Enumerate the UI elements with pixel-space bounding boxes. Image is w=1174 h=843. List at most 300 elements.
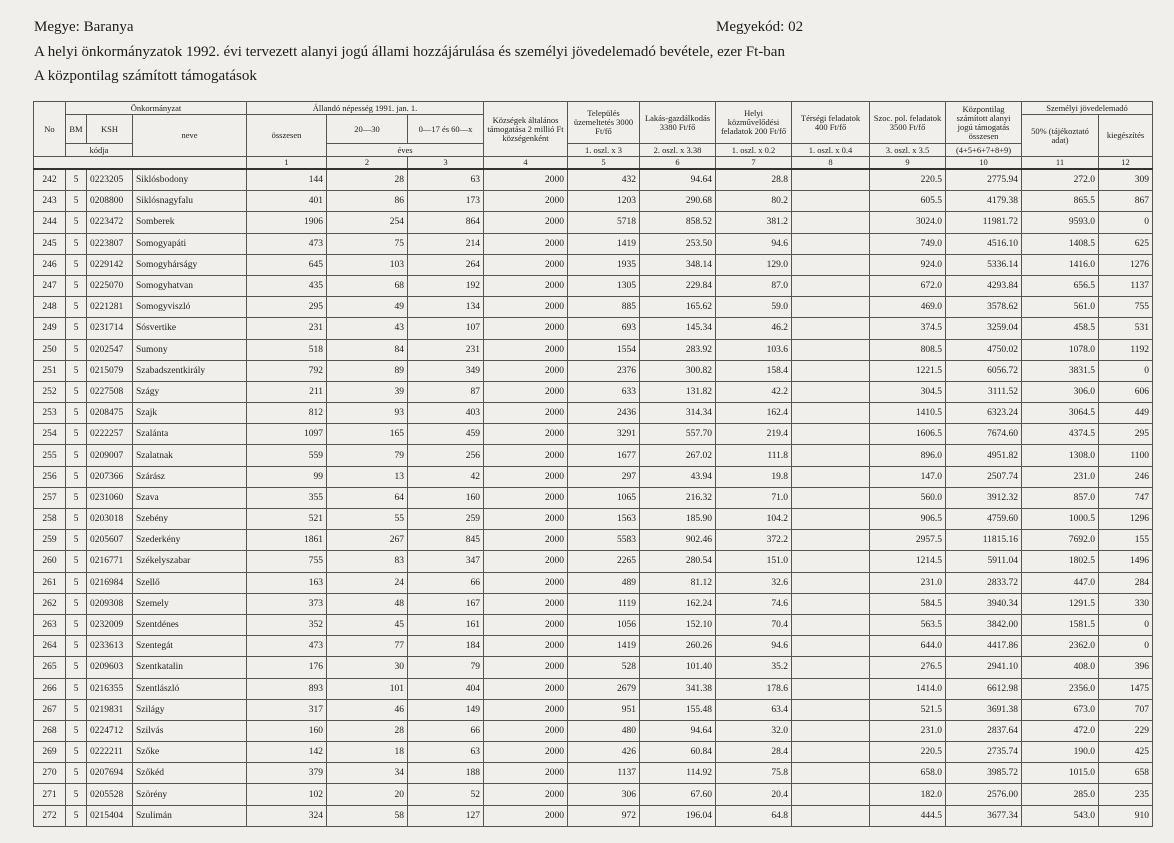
- cell-osszesen: 755: [247, 551, 327, 572]
- cell-col6: 253.50: [640, 233, 716, 254]
- cell-col4: 2000: [484, 593, 568, 614]
- cell-col12: 625: [1099, 233, 1153, 254]
- cell-col10: 6612.98: [946, 678, 1022, 699]
- cell-col11: 1416.0: [1022, 254, 1099, 275]
- table-row: [34, 381, 1153, 402]
- cell-col10: 3912.32: [946, 487, 1022, 508]
- cell-col12: 1276: [1099, 254, 1153, 275]
- table-row: [34, 212, 1153, 233]
- cell-bm: 5: [66, 487, 87, 508]
- cell-name: Szabadszentkirály: [133, 360, 247, 381]
- table-row: [34, 593, 1153, 614]
- cell-name: Somogyapáti: [133, 233, 247, 254]
- column-number: 3: [408, 157, 484, 170]
- cell-col12: 0: [1099, 614, 1153, 635]
- cell-col5: 426: [568, 742, 640, 763]
- cell-name: Szederkény: [133, 530, 247, 551]
- cell-age-20-30: 20: [327, 784, 408, 805]
- cell-osszesen: 373: [247, 593, 327, 614]
- cell-age-20-30: 43: [327, 318, 408, 339]
- cell-col4: 2000: [484, 424, 568, 445]
- cell-osszesen: 1861: [247, 530, 327, 551]
- cell-age-20-30: 39: [327, 381, 408, 402]
- cell-name: Szörény: [133, 784, 247, 805]
- cell-col4: 2000: [484, 169, 568, 191]
- cell-osszesen: 99: [247, 466, 327, 487]
- cell-col7: 94.6: [716, 636, 792, 657]
- table-row: [34, 720, 1153, 741]
- cell-osszesen: 521: [247, 509, 327, 530]
- cell-col4: 2000: [484, 445, 568, 466]
- cell-col9: 563.5: [870, 614, 946, 635]
- cell-col10: 3111.52: [946, 381, 1022, 402]
- col-szja-header: Személyi jövedelemadó: [1022, 102, 1153, 115]
- cell-osszesen: 231: [247, 318, 327, 339]
- cell-col12: 235: [1099, 784, 1153, 805]
- cell-col6: 557.70: [640, 424, 716, 445]
- cell-col12: 155: [1099, 530, 1153, 551]
- cell-col8: [792, 233, 870, 254]
- cell-ksh: 0215404: [87, 805, 133, 826]
- cell-col11: 656.5: [1022, 275, 1099, 296]
- cell-col7: 74.6: [716, 593, 792, 614]
- cell-col4: 2000: [484, 763, 568, 784]
- col-10-formula: (4+5+6+7+8+9): [946, 144, 1022, 157]
- cell-col4: 2000: [484, 720, 568, 741]
- cell-osszesen: 163: [247, 572, 327, 593]
- cell-col9: 147.0: [870, 466, 946, 487]
- county-label: Megye: Baranya: [34, 19, 134, 35]
- cell-col12: 330: [1099, 593, 1153, 614]
- cell-age-0-17: 66: [408, 720, 484, 741]
- cell-col9: 374.5: [870, 318, 946, 339]
- table-row: [34, 551, 1153, 572]
- cell-col6: 196.04: [640, 805, 716, 826]
- cell-col9: 749.0: [870, 233, 946, 254]
- cell-col7: 151.0: [716, 551, 792, 572]
- cell-col8: [792, 360, 870, 381]
- cell-col10: 2833.72: [946, 572, 1022, 593]
- cell-no: 255: [34, 445, 66, 466]
- cell-col10: 3985.72: [946, 763, 1022, 784]
- table-row: [34, 339, 1153, 360]
- cell-bm: 5: [66, 530, 87, 551]
- cell-osszesen: 435: [247, 275, 327, 296]
- cell-bm: 5: [66, 445, 87, 466]
- cell-col6: 94.64: [640, 720, 716, 741]
- cell-age-20-30: 93: [327, 403, 408, 424]
- cell-col11: 472.0: [1022, 720, 1099, 741]
- cell-no: 251: [34, 360, 66, 381]
- cell-col10: 4759.60: [946, 509, 1022, 530]
- cell-col6: 155.48: [640, 699, 716, 720]
- table-row: [34, 275, 1153, 296]
- table-row: [34, 466, 1153, 487]
- col-age-20-30-header: 20—30: [327, 115, 408, 144]
- cell-col6: 43.94: [640, 466, 716, 487]
- cell-ksh: 0233613: [87, 636, 133, 657]
- cell-name: Szentdénes: [133, 614, 247, 635]
- cell-col10: 3691.38: [946, 699, 1022, 720]
- cell-no: 259: [34, 530, 66, 551]
- col-no-header: No: [34, 102, 66, 157]
- cell-ksh: 0232009: [87, 614, 133, 635]
- cell-osszesen: 160: [247, 720, 327, 741]
- cell-col12: 449: [1099, 403, 1153, 424]
- table-row: [34, 169, 1153, 191]
- cell-col7: 32.6: [716, 572, 792, 593]
- table-row: [34, 763, 1153, 784]
- cell-col9: 906.5: [870, 509, 946, 530]
- cell-col9: 1410.5: [870, 403, 946, 424]
- table-row: [34, 530, 1153, 551]
- cell-bm: 5: [66, 593, 87, 614]
- cell-col8: [792, 191, 870, 212]
- cell-age-20-30: 84: [327, 339, 408, 360]
- cell-age-0-17: 214: [408, 233, 484, 254]
- cell-col6: 216.32: [640, 487, 716, 508]
- cell-col10: 3842.00: [946, 614, 1022, 635]
- cell-col5: 972: [568, 805, 640, 826]
- table-row: [34, 636, 1153, 657]
- col-eves-header: éves: [327, 144, 484, 157]
- cell-col5: 1935: [568, 254, 640, 275]
- cell-col4: 2000: [484, 212, 568, 233]
- cell-osszesen: 473: [247, 233, 327, 254]
- cell-age-20-30: 18: [327, 742, 408, 763]
- col-onkormanyzat-header: Önkormányzat: [66, 102, 247, 115]
- cell-osszesen: 142: [247, 742, 327, 763]
- cell-col12: 910: [1099, 805, 1153, 826]
- cell-age-20-30: 46: [327, 699, 408, 720]
- cell-col4: 2000: [484, 275, 568, 296]
- cell-bm: 5: [66, 254, 87, 275]
- cell-osszesen: 324: [247, 805, 327, 826]
- cell-ksh: 0222257: [87, 424, 133, 445]
- cell-col8: [792, 297, 870, 318]
- cell-col7: 129.0: [716, 254, 792, 275]
- cell-col10: 2837.64: [946, 720, 1022, 741]
- cell-col4: 2000: [484, 339, 568, 360]
- cell-ksh: 0216355: [87, 678, 133, 699]
- column-number: 4: [484, 157, 568, 170]
- cell-col4: 2000: [484, 614, 568, 635]
- cell-age-0-17: 161: [408, 614, 484, 635]
- cell-osszesen: 352: [247, 614, 327, 635]
- cell-ksh: 0222211: [87, 742, 133, 763]
- cell-col6: 300.82: [640, 360, 716, 381]
- column-number: 2: [327, 157, 408, 170]
- cell-col5: 951: [568, 699, 640, 720]
- cell-col7: 28.8: [716, 169, 792, 191]
- cell-col8: [792, 318, 870, 339]
- cell-col5: 2265: [568, 551, 640, 572]
- cell-age-20-30: 83: [327, 551, 408, 572]
- cell-col9: 1414.0: [870, 678, 946, 699]
- cell-col12: 295: [1099, 424, 1153, 445]
- cell-col11: 1802.5: [1022, 551, 1099, 572]
- cell-col5: 1065: [568, 487, 640, 508]
- cell-col5: 633: [568, 381, 640, 402]
- cell-bm: 5: [66, 403, 87, 424]
- cell-ksh: 0223205: [87, 169, 133, 191]
- document-subtitle: A központilag számított támogatások: [34, 68, 257, 84]
- cell-no: 264: [34, 636, 66, 657]
- cell-col6: 131.82: [640, 381, 716, 402]
- cell-no: 272: [34, 805, 66, 826]
- cell-col8: [792, 572, 870, 593]
- cell-col8: [792, 339, 870, 360]
- cell-ksh: 0209308: [87, 593, 133, 614]
- cell-bm: 5: [66, 572, 87, 593]
- cell-col12: 229: [1099, 720, 1153, 741]
- cell-col12: 309: [1099, 169, 1153, 191]
- cell-ksh: 0209603: [87, 657, 133, 678]
- cell-col9: 896.0: [870, 445, 946, 466]
- cell-name: Szőkéd: [133, 763, 247, 784]
- cell-age-20-30: 75: [327, 233, 408, 254]
- cell-col10: 5336.14: [946, 254, 1022, 275]
- cell-age-20-30: 13: [327, 466, 408, 487]
- col-9-formula: 3. oszl. x 3.5: [870, 144, 946, 157]
- cell-bm: 5: [66, 339, 87, 360]
- cell-age-0-17: 184: [408, 636, 484, 657]
- cell-no: 261: [34, 572, 66, 593]
- cell-col10: 11981.72: [946, 212, 1022, 233]
- cell-col5: 2376: [568, 360, 640, 381]
- cell-age-0-17: 404: [408, 678, 484, 699]
- cell-ksh: 0216771: [87, 551, 133, 572]
- cell-col8: [792, 699, 870, 720]
- cell-bm: 5: [66, 720, 87, 741]
- cell-col7: 94.6: [716, 233, 792, 254]
- cell-col7: 104.2: [716, 509, 792, 530]
- cell-age-20-30: 64: [327, 487, 408, 508]
- cell-osszesen: 812: [247, 403, 327, 424]
- cell-col9: 1214.5: [870, 551, 946, 572]
- cell-age-0-17: 79: [408, 657, 484, 678]
- cell-name: Szárász: [133, 466, 247, 487]
- cell-bm: 5: [66, 742, 87, 763]
- cell-col7: 103.6: [716, 339, 792, 360]
- cell-osszesen: 401: [247, 191, 327, 212]
- cell-col10: 3578.62: [946, 297, 1022, 318]
- cell-col8: [792, 551, 870, 572]
- cell-age-20-30: 254: [327, 212, 408, 233]
- cell-name: Somogyhárságy: [133, 254, 247, 275]
- cell-col11: 857.0: [1022, 487, 1099, 508]
- cell-col9: 672.0: [870, 275, 946, 296]
- cell-col5: 432: [568, 169, 640, 191]
- cell-age-20-30: 58: [327, 805, 408, 826]
- cell-col11: 458.5: [1022, 318, 1099, 339]
- cell-no: 262: [34, 593, 66, 614]
- cell-col12: 246: [1099, 466, 1153, 487]
- cell-no: 249: [34, 318, 66, 339]
- cell-col11: 543.0: [1022, 805, 1099, 826]
- data-table: [33, 101, 1153, 827]
- cell-col9: 584.5: [870, 593, 946, 614]
- cell-osszesen: 295: [247, 297, 327, 318]
- cell-ksh: 0208475: [87, 403, 133, 424]
- cell-col7: 178.6: [716, 678, 792, 699]
- cell-age-0-17: 845: [408, 530, 484, 551]
- cell-col7: 219.4: [716, 424, 792, 445]
- cell-bm: 5: [66, 381, 87, 402]
- cell-col5: 1563: [568, 509, 640, 530]
- cell-bm: 5: [66, 678, 87, 699]
- cell-col9: 304.5: [870, 381, 946, 402]
- cell-no: 250: [34, 339, 66, 360]
- cell-col6: 290.68: [640, 191, 716, 212]
- cell-col11: 1015.0: [1022, 763, 1099, 784]
- table-row: [34, 445, 1153, 466]
- table-row: [34, 784, 1153, 805]
- cell-col8: [792, 169, 870, 191]
- cell-age-20-30: 165: [327, 424, 408, 445]
- cell-col10: 4293.84: [946, 275, 1022, 296]
- cell-col12: 658: [1099, 763, 1153, 784]
- cell-col11: 408.0: [1022, 657, 1099, 678]
- cell-age-20-30: 55: [327, 509, 408, 530]
- cell-col9: 808.5: [870, 339, 946, 360]
- cell-osszesen: 792: [247, 360, 327, 381]
- cell-ksh: 0221281: [87, 297, 133, 318]
- cell-col9: 220.5: [870, 169, 946, 191]
- cell-col6: 152.10: [640, 614, 716, 635]
- cell-no: 257: [34, 487, 66, 508]
- cell-col6: 314.34: [640, 403, 716, 424]
- cell-col7: 19.8: [716, 466, 792, 487]
- column-number: 5: [568, 157, 640, 170]
- cell-col8: [792, 381, 870, 402]
- column-number: 9: [870, 157, 946, 170]
- col-osszesen-header: összesen: [247, 115, 327, 157]
- cell-col5: 1137: [568, 763, 640, 784]
- cell-col7: 162.4: [716, 403, 792, 424]
- cell-age-0-17: 87: [408, 381, 484, 402]
- cell-ksh: 0231714: [87, 318, 133, 339]
- cell-col6: 94.64: [640, 169, 716, 191]
- table-row: [34, 805, 1153, 826]
- cell-age-0-17: 264: [408, 254, 484, 275]
- cell-ksh: 0227508: [87, 381, 133, 402]
- cell-col10: 3259.04: [946, 318, 1022, 339]
- cell-col12: 867: [1099, 191, 1153, 212]
- cell-col7: 111.8: [716, 445, 792, 466]
- cell-no: 248: [34, 297, 66, 318]
- table-row: [34, 191, 1153, 212]
- cell-col11: 1408.5: [1022, 233, 1099, 254]
- cell-col8: [792, 466, 870, 487]
- cell-col8: [792, 403, 870, 424]
- col-12-header: kiegészítés: [1099, 115, 1153, 157]
- cell-osszesen: 144: [247, 169, 327, 191]
- cell-col8: [792, 593, 870, 614]
- table-row: [34, 360, 1153, 381]
- cell-age-0-17: 403: [408, 403, 484, 424]
- cell-col8: [792, 657, 870, 678]
- col-8-header: Térségi feladatok 400 Ft/fő: [792, 102, 870, 144]
- cell-name: Szulimán: [133, 805, 247, 826]
- cell-age-0-17: 42: [408, 466, 484, 487]
- cell-col11: 1078.0: [1022, 339, 1099, 360]
- cell-age-20-30: 68: [327, 275, 408, 296]
- table-row: [34, 233, 1153, 254]
- cell-col11: 561.0: [1022, 297, 1099, 318]
- column-number: 10: [946, 157, 1022, 170]
- cell-col5: 3291: [568, 424, 640, 445]
- cell-col12: 396: [1099, 657, 1153, 678]
- cell-osszesen: 559: [247, 445, 327, 466]
- column-number: 11: [1022, 157, 1099, 170]
- col-7-formula: 1. oszl. x 0.2: [716, 144, 792, 157]
- cell-ksh: 0224712: [87, 720, 133, 741]
- cell-age-20-30: 267: [327, 530, 408, 551]
- cell-name: Szalánta: [133, 424, 247, 445]
- cell-col8: [792, 424, 870, 445]
- cell-no: 244: [34, 212, 66, 233]
- cell-col5: 2679: [568, 678, 640, 699]
- cell-col9: 605.5: [870, 191, 946, 212]
- cell-osszesen: 211: [247, 381, 327, 402]
- cell-col7: 59.0: [716, 297, 792, 318]
- cell-col9: 644.0: [870, 636, 946, 657]
- cell-age-20-30: 103: [327, 254, 408, 275]
- cell-bm: 5: [66, 297, 87, 318]
- cell-no: 265: [34, 657, 66, 678]
- cell-col5: 306: [568, 784, 640, 805]
- cell-osszesen: 893: [247, 678, 327, 699]
- cell-age-20-30: 101: [327, 678, 408, 699]
- cell-bm: 5: [66, 699, 87, 720]
- cell-col11: 1000.5: [1022, 509, 1099, 530]
- cell-col8: [792, 678, 870, 699]
- cell-name: Szentkatalin: [133, 657, 247, 678]
- col-10-header: Központilag számított alanyi jogú támogatás összesen: [946, 102, 1022, 144]
- cell-col9: 3024.0: [870, 212, 946, 233]
- cell-age-20-30: 48: [327, 593, 408, 614]
- col-age-0-17-header: 0—17 és 60—x: [408, 115, 484, 144]
- cell-col5: 1203: [568, 191, 640, 212]
- cell-col8: [792, 763, 870, 784]
- cell-no: 254: [34, 424, 66, 445]
- cell-bm: 5: [66, 466, 87, 487]
- cell-age-0-17: 349: [408, 360, 484, 381]
- cell-bm: 5: [66, 509, 87, 530]
- cell-col8: [792, 530, 870, 551]
- cell-age-0-17: 347: [408, 551, 484, 572]
- cell-col7: 381.2: [716, 212, 792, 233]
- cell-no: 270: [34, 763, 66, 784]
- cell-col11: 1581.5: [1022, 614, 1099, 635]
- cell-col11: 231.0: [1022, 466, 1099, 487]
- cell-col6: 114.92: [640, 763, 716, 784]
- col-11-header: 50% (tájékoztató adat): [1022, 115, 1099, 157]
- cell-col10: 3677.34: [946, 805, 1022, 826]
- cell-col5: 480: [568, 720, 640, 741]
- cell-no: 243: [34, 191, 66, 212]
- table-row: [34, 318, 1153, 339]
- cell-col6: 145.34: [640, 318, 716, 339]
- cell-ksh: 0223807: [87, 233, 133, 254]
- cell-name: Sósvertike: [133, 318, 247, 339]
- cell-col5: 5583: [568, 530, 640, 551]
- cell-col12: 606: [1099, 381, 1153, 402]
- cell-age-0-17: 63: [408, 169, 484, 191]
- cell-col7: 63.4: [716, 699, 792, 720]
- cell-age-0-17: 63: [408, 742, 484, 763]
